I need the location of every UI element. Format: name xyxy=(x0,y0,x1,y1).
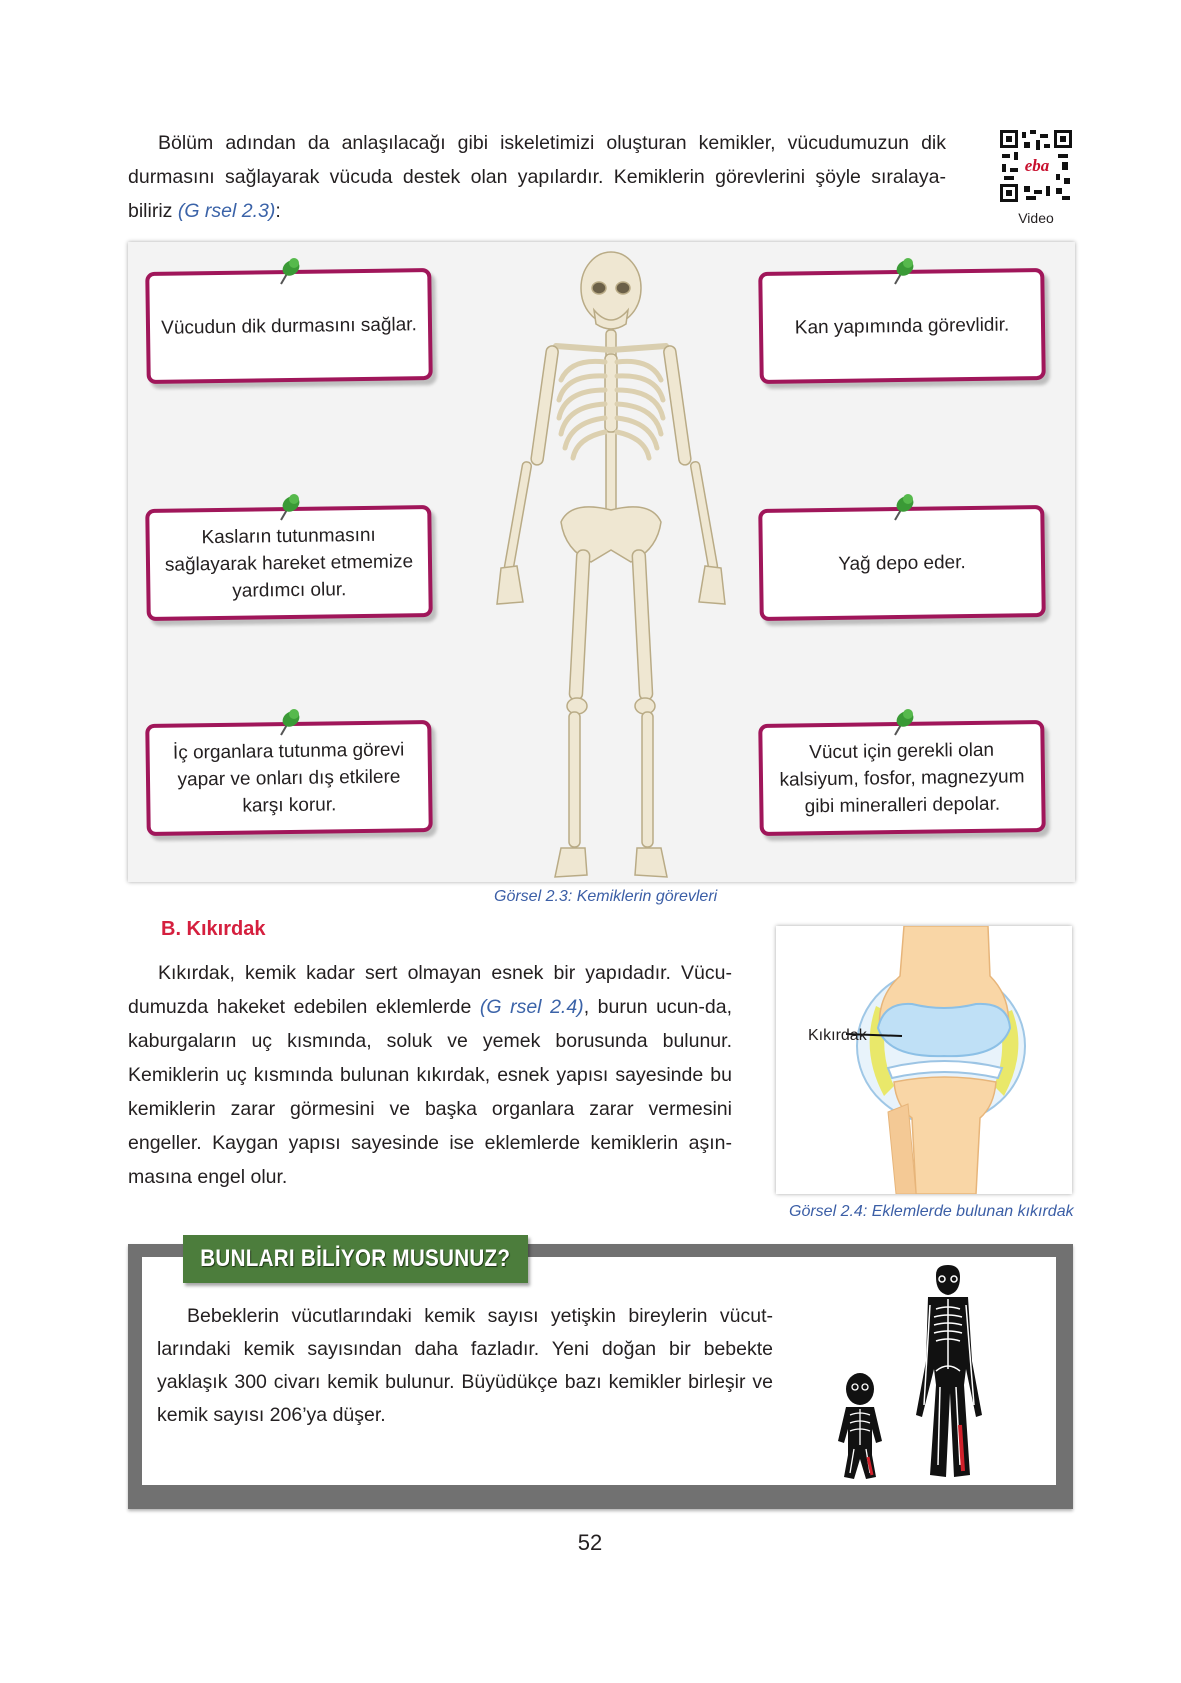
function-note-text: Vücudun dik durmasını sağlar. xyxy=(161,313,417,339)
section-heading: B. Kıkırdak xyxy=(161,918,266,940)
green-pin-icon xyxy=(271,254,305,288)
cartilage-text: Kıkırdak, kemik kadar sert olmayan esnek bir yapıdadır. Vücu-dumuzda hakeket edebilen eklemlerde xyxy=(128,962,732,1018)
figure-2-3-caption: Görsel 2.3: Kemiklerin görevleri xyxy=(494,888,718,905)
human-skeleton-image xyxy=(461,250,761,882)
cartilage-paragraph xyxy=(128,956,732,1194)
intro-paragraph xyxy=(128,126,946,228)
intro-text: Bölüm adından da anlaşılacağı gibi iskeletimizi oluşturan kemikler, vücudumuzun dik durmasını sağlayarak vücuda destek olan yapılardır. Kemiklerin görevlerini şöyle sıralaya-biliriz xyxy=(128,132,946,222)
function-note-text: Vücut için gerekli olan kalsiyum, fosfor, magnezyum gibi mineralleri depolar. xyxy=(779,739,1025,817)
green-pin-icon xyxy=(271,705,305,739)
did-you-know-paragraph: Bebeklerin vücutlarındaki kemik sayısı yetişkin bireylerin vücut-larındaki kemik sayısından daha fazladır. Yeni doğan bir bebekte yaklaşık 300 civarı kemik bulunur. Büyüdükçe bazı kemikler birleşir ve kemik sayısı 206’ya düşer. xyxy=(157,1305,773,1426)
qr-video-label[interactable]: Video xyxy=(1018,210,1054,226)
did-you-know-text xyxy=(157,1300,773,1432)
knee-joint-image xyxy=(776,926,1072,1194)
green-pin-icon xyxy=(885,490,919,524)
bone-functions-figure xyxy=(128,242,1075,882)
cartilage-text-cont: , burun ucun-da, kaburgaların uç kısmında, soluk ve yemek borusunda bulunur. Kemiklerin uç kısmında bulunan kıkırdak, esnek yapısı sayesinde bu kemiklerin zarar görmesini ve başka organlara zarar vermesini engeller. Kaygan yapısı sayesinde ise eklemlerde kemiklerin aşın-masına engel olur. xyxy=(128,996,732,1188)
cartilage-label: Kıkırdak xyxy=(808,1027,867,1044)
did-you-know-title-text: BUNLARI BİLİYOR MUSUNUZ? xyxy=(200,1245,511,1272)
figure-2-4-caption: Görsel 2.4: Eklemlerde bulunan kıkırdak xyxy=(789,1203,1074,1220)
green-pin-icon xyxy=(271,490,305,524)
green-pin-icon xyxy=(885,705,919,739)
function-note-text: Yağ depo eder. xyxy=(838,551,966,575)
svg-text:eba: eba xyxy=(1024,156,1050,175)
function-note-text: Kasların tutunmasını sağlayarak hareket etmemize yardımcı olur. xyxy=(164,524,414,602)
did-you-know-title xyxy=(183,1235,528,1283)
intro-colon: : xyxy=(275,200,281,222)
figure-ref-2-3[interactable]: (G rsel 2.3) xyxy=(177,200,276,222)
function-note-text: İç organlara tutunma görevi yapar ve onları dış etkilere karşı korur. xyxy=(172,738,405,817)
page-number: 52 xyxy=(577,1530,603,1555)
qr-code-icon[interactable] xyxy=(1000,130,1072,202)
knee-joint-figure xyxy=(776,926,1072,1194)
green-pin-icon xyxy=(885,254,919,288)
figure-ref-2-4[interactable]: (G rsel 2.4) xyxy=(479,996,584,1018)
baby-adult-skeleton-image xyxy=(830,1265,1010,1483)
function-note-text: Kan yapımında görevlidir. xyxy=(794,314,1010,338)
